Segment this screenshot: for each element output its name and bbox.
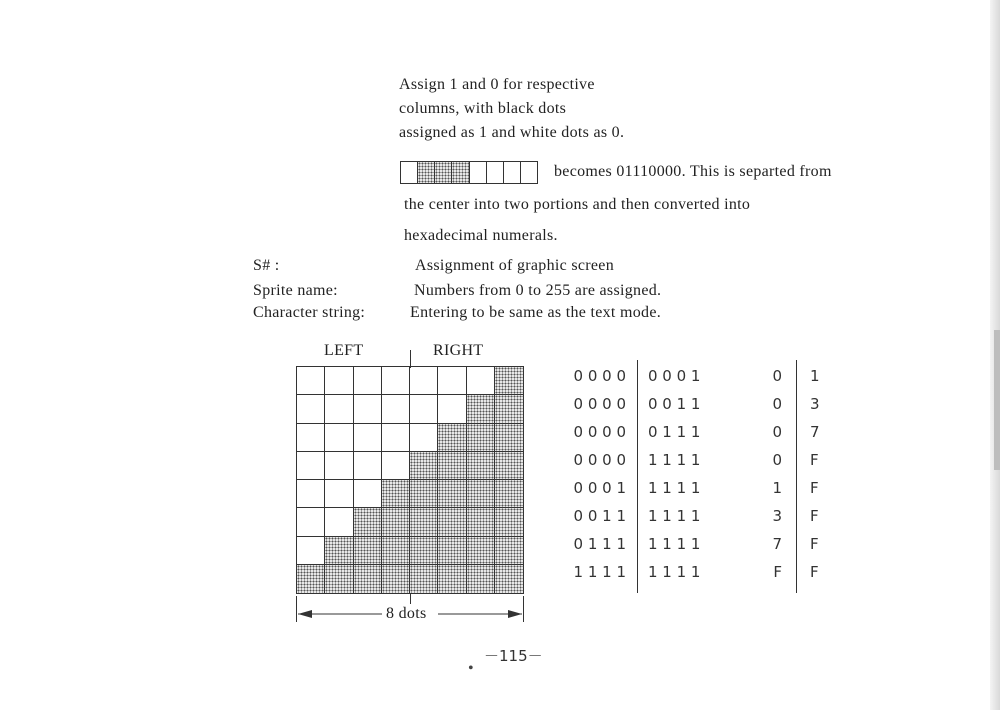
example-cell <box>418 162 435 183</box>
example-line-2: the center into two portions and then converted into <box>404 196 751 213</box>
grid-cell <box>410 508 438 536</box>
grid-cell <box>325 537 353 565</box>
grid-cell <box>354 424 382 452</box>
example-text: becomes 01110000. This is separted from <box>554 163 832 180</box>
grid-cell <box>495 452 523 480</box>
binary-left-nibble: 0 0 1 1 <box>573 507 626 525</box>
grid-cell <box>410 537 438 565</box>
hex-left-digit: 0 <box>772 367 782 385</box>
grid-cell <box>438 480 466 508</box>
grid-cell <box>438 452 466 480</box>
grid-cell <box>495 424 523 452</box>
param-label-sprite: Sprite name: <box>253 282 338 299</box>
binary-left-nibble: 0 0 0 0 <box>573 423 626 441</box>
grid-cell <box>382 480 410 508</box>
grid-cell <box>297 565 325 593</box>
binary-left-nibble: 1 1 1 1 <box>573 563 626 581</box>
example-cell <box>487 162 504 183</box>
grid-cell <box>354 565 382 593</box>
grid-cell <box>410 565 438 593</box>
hex-right-digit: F <box>810 563 819 581</box>
hex-divider <box>796 360 797 593</box>
binary-right-nibble: 1 1 1 1 <box>648 535 701 553</box>
grid-cell <box>438 565 466 593</box>
grid-cell <box>382 537 410 565</box>
grid-cell <box>495 537 523 565</box>
grid-cell <box>410 424 438 452</box>
param-desc-sprite: Numbers from 0 to 255 are assigned. <box>414 282 662 299</box>
binary-left-nibble: 0 0 0 0 <box>573 367 626 385</box>
binary-right-nibble: 1 1 1 1 <box>648 507 701 525</box>
grid-cell <box>438 367 466 395</box>
grid-cell <box>410 480 438 508</box>
hex-right-digit: F <box>810 507 819 525</box>
grid-cell <box>354 508 382 536</box>
grid-cell <box>467 565 495 593</box>
grid-cell <box>297 480 325 508</box>
grid-cell <box>438 537 466 565</box>
binary-right-nibble: 1 1 1 1 <box>648 563 701 581</box>
center-tick-bottom <box>410 594 411 604</box>
page-edge-dark <box>994 330 1000 470</box>
hex-right-digit: 1 <box>810 367 820 385</box>
page-mark-dot: • <box>468 660 474 677</box>
binary-right-nibble: 1 1 1 1 <box>648 479 701 497</box>
grid-cell <box>325 452 353 480</box>
intro-line-3: assigned as 1 and white dots as 0. <box>399 124 625 141</box>
grid-cell <box>325 367 353 395</box>
grid-cell <box>297 508 325 536</box>
param-label-string: Character string: <box>253 304 366 321</box>
grid-cell <box>354 537 382 565</box>
grid-cell <box>467 452 495 480</box>
hex-right-digit: F <box>810 451 819 469</box>
hex-right-digit: F <box>810 479 819 497</box>
grid-cell <box>495 367 523 395</box>
grid-cell <box>297 395 325 423</box>
hex-left-digit: 0 <box>772 451 782 469</box>
hex-left-digit: 7 <box>772 535 782 553</box>
grid-cell <box>467 537 495 565</box>
grid-cell <box>410 395 438 423</box>
binary-right-nibble: 1 1 1 1 <box>648 451 701 469</box>
param-desc-string: Entering to be same as the text mode. <box>410 304 662 321</box>
grid-cell <box>325 480 353 508</box>
dots-label: 8 dots <box>386 605 427 622</box>
binary-left-nibble: 0 1 1 1 <box>573 535 626 553</box>
intro-line-1: Assign 1 and 0 for respective <box>399 76 595 93</box>
grid-cell <box>382 508 410 536</box>
page-number: －115－ <box>484 647 543 665</box>
grid-cell <box>467 424 495 452</box>
grid-cell <box>495 395 523 423</box>
param-label-sharp: S# : <box>253 257 280 274</box>
grid-cell <box>495 565 523 593</box>
binary-right-nibble: 0 1 1 1 <box>648 423 701 441</box>
example-cell <box>435 162 452 183</box>
grid-cell <box>325 508 353 536</box>
figure-right-label: RIGHT <box>433 342 484 359</box>
example-cell <box>452 162 469 183</box>
grid-cell <box>325 395 353 423</box>
grid-cell <box>382 452 410 480</box>
binary-right-nibble: 0 0 1 1 <box>648 395 701 413</box>
grid-cell <box>325 424 353 452</box>
grid-cell <box>297 537 325 565</box>
example-dot-row <box>400 161 538 184</box>
hex-right-digit: 3 <box>810 395 820 413</box>
grid-cell <box>495 480 523 508</box>
example-line-3: hexadecimal numerals. <box>404 227 558 244</box>
sprite-dot-grid <box>296 366 524 594</box>
grid-cell <box>354 395 382 423</box>
hex-left-digit: 0 <box>772 395 782 413</box>
grid-cell <box>297 424 325 452</box>
hex-right-digit: F <box>810 535 819 553</box>
param-desc-sharp: Assignment of graphic screen <box>415 257 615 274</box>
grid-cell <box>410 452 438 480</box>
grid-cell <box>382 424 410 452</box>
grid-cell <box>438 424 466 452</box>
grid-cell <box>297 452 325 480</box>
hex-left-digit: 3 <box>772 507 782 525</box>
grid-cell <box>382 367 410 395</box>
grid-cell <box>438 395 466 423</box>
grid-cell <box>382 565 410 593</box>
grid-cell <box>467 480 495 508</box>
grid-cell <box>495 508 523 536</box>
grid-cell <box>410 367 438 395</box>
hex-left-digit: 0 <box>772 423 782 441</box>
binary-left-nibble: 0 0 0 1 <box>573 479 626 497</box>
grid-cell <box>467 395 495 423</box>
binary-right-nibble: 0 0 0 1 <box>648 367 701 385</box>
grid-cell <box>354 452 382 480</box>
grid-cell <box>297 367 325 395</box>
example-cell <box>401 162 418 183</box>
example-cell <box>470 162 487 183</box>
hex-left-digit: F <box>773 563 782 581</box>
binary-divider <box>637 360 638 593</box>
grid-cell <box>354 367 382 395</box>
hex-right-digit: 7 <box>810 423 820 441</box>
intro-line-2: columns, with black dots <box>399 100 567 117</box>
example-cell <box>504 162 521 183</box>
grid-cell <box>354 480 382 508</box>
grid-cell <box>382 395 410 423</box>
grid-cell <box>438 508 466 536</box>
grid-cell <box>467 508 495 536</box>
example-cell <box>521 162 537 183</box>
hex-left-digit: 1 <box>772 479 782 497</box>
grid-cell <box>325 565 353 593</box>
figure-left-label: LEFT <box>324 342 364 359</box>
binary-left-nibble: 0 0 0 0 <box>573 395 626 413</box>
binary-left-nibble: 0 0 0 0 <box>573 451 626 469</box>
grid-cell <box>467 367 495 395</box>
